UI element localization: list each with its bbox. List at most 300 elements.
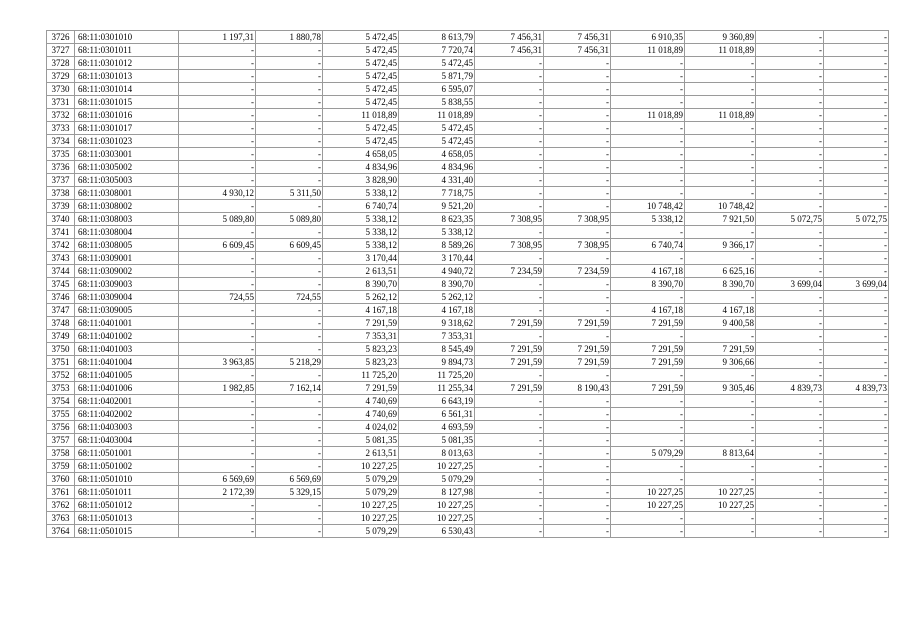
cell-val-7: - — [611, 369, 685, 382]
cell-val-9: - — [756, 226, 824, 239]
cell-val-6: - — [544, 447, 611, 460]
cell-row-id: 3735 — [47, 148, 75, 161]
cell-val-7: - — [611, 226, 685, 239]
cell-val-9: - — [756, 70, 824, 83]
cell-val-9: - — [756, 408, 824, 421]
cell-val-7: - — [611, 96, 685, 109]
cell-val-10: - — [824, 499, 889, 512]
cell-val-3: 11 018,89 — [323, 109, 399, 122]
cell-val-10: - — [824, 486, 889, 499]
cell-val-9: 3 699,04 — [756, 278, 824, 291]
cell-val-5: - — [475, 83, 544, 96]
cell-val-1: - — [179, 304, 256, 317]
table-row — [47, 83, 889, 96]
cell-val-10: - — [824, 421, 889, 434]
cell-val-9: - — [756, 486, 824, 499]
cell-val-5: 7 291,59 — [475, 343, 544, 356]
cell-val-1: 2 172,39 — [179, 486, 256, 499]
cell-val-5: - — [475, 174, 544, 187]
cell-val-5: - — [475, 434, 544, 447]
cell-val-2: - — [256, 135, 323, 148]
cell-val-6: - — [544, 70, 611, 83]
cell-row-id: 3730 — [47, 83, 75, 96]
cell-val-10: - — [824, 83, 889, 96]
cell-val-8: - — [685, 330, 756, 343]
cell-row-id: 3750 — [47, 343, 75, 356]
cell-val-7: - — [611, 525, 685, 538]
table-row — [47, 96, 889, 109]
table-row — [47, 174, 889, 187]
table-row — [47, 226, 889, 239]
table-row — [47, 395, 889, 408]
cell-val-5: - — [475, 135, 544, 148]
cell-val-3: 4 658,05 — [323, 148, 399, 161]
cell-row-id: 3740 — [47, 213, 75, 226]
table-row — [47, 525, 889, 538]
cell-val-1: - — [179, 44, 256, 57]
cell-val-5: 7 291,59 — [475, 356, 544, 369]
cell-cadastral-code: 68:11:0301017 — [75, 122, 179, 135]
cell-val-3: 5 079,29 — [323, 525, 399, 538]
cell-val-6: - — [544, 96, 611, 109]
cell-val-9: - — [756, 109, 824, 122]
cell-val-8: - — [685, 122, 756, 135]
cell-val-10: - — [824, 369, 889, 382]
cell-val-3: 7 291,59 — [323, 317, 399, 330]
cell-val-7: - — [611, 512, 685, 525]
table-row — [47, 57, 889, 70]
cell-cadastral-code: 68:11:0402002 — [75, 408, 179, 421]
cell-val-10: - — [824, 408, 889, 421]
cell-val-7: 11 018,89 — [611, 44, 685, 57]
cell-val-5: - — [475, 226, 544, 239]
cell-val-4: 4 167,18 — [399, 304, 475, 317]
cell-cadastral-code: 68:11:0501015 — [75, 525, 179, 538]
cell-val-10: - — [824, 304, 889, 317]
cell-val-1: - — [179, 200, 256, 213]
cell-val-1: - — [179, 317, 256, 330]
table-row — [47, 486, 889, 499]
table-row — [47, 161, 889, 174]
cell-val-7: - — [611, 70, 685, 83]
cell-val-2: - — [256, 395, 323, 408]
cell-val-7: 10 748,42 — [611, 200, 685, 213]
cell-cadastral-code: 68:11:0301014 — [75, 83, 179, 96]
cell-val-4: 8 613,79 — [399, 31, 475, 44]
cell-cadastral-code: 68:11:0401002 — [75, 330, 179, 343]
cell-val-9: - — [756, 200, 824, 213]
cell-val-6: - — [544, 200, 611, 213]
cell-val-4: 9 894,73 — [399, 356, 475, 369]
table-row — [47, 304, 889, 317]
cell-val-4: 4 331,40 — [399, 174, 475, 187]
cell-val-4: 9 318,62 — [399, 317, 475, 330]
cell-val-2: - — [256, 44, 323, 57]
cell-val-5: - — [475, 525, 544, 538]
cell-val-3: 3 170,44 — [323, 252, 399, 265]
cell-val-2: 6 609,45 — [256, 239, 323, 252]
cell-cadastral-code: 68:11:0402001 — [75, 395, 179, 408]
cell-val-7: - — [611, 187, 685, 200]
cell-val-5: - — [475, 187, 544, 200]
cell-row-id: 3757 — [47, 434, 75, 447]
cell-row-id: 3729 — [47, 70, 75, 83]
cell-val-6: - — [544, 460, 611, 473]
cell-row-id: 3758 — [47, 447, 75, 460]
cell-val-6: - — [544, 486, 611, 499]
cell-val-6: - — [544, 187, 611, 200]
cell-val-1: - — [179, 343, 256, 356]
cell-val-1: 6 569,69 — [179, 473, 256, 486]
cell-row-id: 3747 — [47, 304, 75, 317]
table-row — [47, 330, 889, 343]
cell-val-5: - — [475, 473, 544, 486]
table-row — [47, 187, 889, 200]
cell-row-id: 3733 — [47, 122, 75, 135]
cell-val-10: - — [824, 525, 889, 538]
cell-val-8: - — [685, 512, 756, 525]
table-row — [47, 434, 889, 447]
cell-val-5: - — [475, 161, 544, 174]
cell-val-9: - — [756, 265, 824, 278]
cell-val-7: - — [611, 421, 685, 434]
cell-val-3: 6 740,74 — [323, 200, 399, 213]
cell-val-10: 5 072,75 — [824, 213, 889, 226]
cell-val-9: - — [756, 122, 824, 135]
cell-val-6: - — [544, 408, 611, 421]
cell-val-7: - — [611, 122, 685, 135]
cell-val-4: 5 079,29 — [399, 473, 475, 486]
cell-val-5: - — [475, 96, 544, 109]
cell-val-9: - — [756, 239, 824, 252]
cell-val-1: - — [179, 525, 256, 538]
cell-val-7: 7 291,59 — [611, 343, 685, 356]
table-row — [47, 213, 889, 226]
cell-val-9: - — [756, 473, 824, 486]
cell-val-8: - — [685, 96, 756, 109]
cell-val-10: - — [824, 226, 889, 239]
cell-val-4: 6 595,07 — [399, 83, 475, 96]
cell-val-1: 1 982,85 — [179, 382, 256, 395]
cell-val-3: 5 081,35 — [323, 434, 399, 447]
cell-cadastral-code: 68:11:0308001 — [75, 187, 179, 200]
cell-val-2: 724,55 — [256, 291, 323, 304]
cell-val-2: - — [256, 200, 323, 213]
cell-val-4: 5 472,45 — [399, 122, 475, 135]
cell-val-3: 5 472,45 — [323, 135, 399, 148]
cell-val-6: - — [544, 83, 611, 96]
cell-val-4: 7 718,75 — [399, 187, 475, 200]
cell-val-6: - — [544, 395, 611, 408]
cell-val-9: - — [756, 447, 824, 460]
cell-row-id: 3727 — [47, 44, 75, 57]
cell-val-10: - — [824, 148, 889, 161]
cell-val-3: 5 338,12 — [323, 226, 399, 239]
cell-val-2: - — [256, 330, 323, 343]
cell-val-2: - — [256, 148, 323, 161]
cell-val-1: - — [179, 447, 256, 460]
cell-val-7: 8 390,70 — [611, 278, 685, 291]
cell-val-1: - — [179, 70, 256, 83]
cell-val-10: - — [824, 44, 889, 57]
cell-val-3: 5 472,45 — [323, 70, 399, 83]
cell-val-6: 7 456,31 — [544, 44, 611, 57]
cell-cadastral-code: 68:11:0308004 — [75, 226, 179, 239]
data-table — [46, 30, 889, 538]
cell-val-3: 4 740,69 — [323, 408, 399, 421]
cell-val-7: - — [611, 330, 685, 343]
cell-val-1: - — [179, 421, 256, 434]
cell-row-id: 3760 — [47, 473, 75, 486]
cell-val-8: 9 360,89 — [685, 31, 756, 44]
cell-val-5: - — [475, 148, 544, 161]
cell-val-6: - — [544, 161, 611, 174]
cell-val-9: - — [756, 343, 824, 356]
cell-val-4: 7 353,31 — [399, 330, 475, 343]
cell-val-10: - — [824, 512, 889, 525]
cell-cadastral-code: 68:11:0301013 — [75, 70, 179, 83]
cell-val-9: - — [756, 330, 824, 343]
cell-val-6: - — [544, 252, 611, 265]
cell-val-7: - — [611, 473, 685, 486]
cell-val-7: - — [611, 434, 685, 447]
cell-val-5: - — [475, 395, 544, 408]
cell-cadastral-code: 68:11:0301010 — [75, 31, 179, 44]
cell-val-7: 7 291,59 — [611, 382, 685, 395]
cell-val-2: - — [256, 265, 323, 278]
cell-val-6: - — [544, 304, 611, 317]
cell-val-6: - — [544, 226, 611, 239]
cell-val-3: 5 079,29 — [323, 473, 399, 486]
cell-val-4: 8 013,63 — [399, 447, 475, 460]
cell-val-4: 7 720,74 — [399, 44, 475, 57]
cell-row-id: 3756 — [47, 421, 75, 434]
cell-val-6: 8 190,43 — [544, 382, 611, 395]
cell-val-6: - — [544, 421, 611, 434]
cell-val-10: 4 839,73 — [824, 382, 889, 395]
table-row — [47, 408, 889, 421]
cell-val-2: - — [256, 434, 323, 447]
cell-val-2: - — [256, 278, 323, 291]
cell-row-id: 3753 — [47, 382, 75, 395]
cell-val-2: - — [256, 421, 323, 434]
cell-val-8: - — [685, 473, 756, 486]
cell-val-4: 4 940,72 — [399, 265, 475, 278]
cell-row-id: 3732 — [47, 109, 75, 122]
cell-row-id: 3754 — [47, 395, 75, 408]
cell-val-7: - — [611, 174, 685, 187]
table-row — [47, 356, 889, 369]
cell-cadastral-code: 68:11:0309001 — [75, 252, 179, 265]
cell-val-2: - — [256, 83, 323, 96]
table-row — [47, 382, 889, 395]
cell-row-id: 3759 — [47, 460, 75, 473]
table-row — [47, 343, 889, 356]
cell-val-10: - — [824, 291, 889, 304]
cell-val-7: - — [611, 57, 685, 70]
cell-val-1: - — [179, 265, 256, 278]
cell-val-3: 5 262,12 — [323, 291, 399, 304]
cell-val-9: - — [756, 83, 824, 96]
cell-val-2: - — [256, 460, 323, 473]
cell-val-3: 11 725,20 — [323, 369, 399, 382]
cell-val-2: - — [256, 447, 323, 460]
cell-val-1: - — [179, 109, 256, 122]
cell-val-6: 7 234,59 — [544, 265, 611, 278]
cell-val-8: - — [685, 70, 756, 83]
cell-cadastral-code: 68:11:0309005 — [75, 304, 179, 317]
cell-val-6: - — [544, 174, 611, 187]
cell-val-3: 5 472,45 — [323, 83, 399, 96]
table-row — [47, 31, 889, 44]
cell-cadastral-code: 68:11:0301012 — [75, 57, 179, 70]
cell-val-10: - — [824, 343, 889, 356]
cell-val-8: 6 625,16 — [685, 265, 756, 278]
cell-val-8: - — [685, 369, 756, 382]
table-row — [47, 265, 889, 278]
cell-cadastral-code: 68:11:0309004 — [75, 291, 179, 304]
cell-val-6: - — [544, 135, 611, 148]
cell-val-3: 5 472,45 — [323, 57, 399, 70]
cell-val-9: - — [756, 187, 824, 200]
cell-val-8: - — [685, 252, 756, 265]
cell-row-id: 3763 — [47, 512, 75, 525]
cell-row-id: 3739 — [47, 200, 75, 213]
cell-val-5: - — [475, 291, 544, 304]
cell-val-7: 6 740,74 — [611, 239, 685, 252]
cell-val-7: 5 338,12 — [611, 213, 685, 226]
cell-val-4: 5 262,12 — [399, 291, 475, 304]
cell-val-10: - — [824, 447, 889, 460]
cell-val-7: - — [611, 408, 685, 421]
cell-val-9: - — [756, 31, 824, 44]
cell-val-2: - — [256, 525, 323, 538]
cell-val-1: - — [179, 499, 256, 512]
cell-val-3: 5 472,45 — [323, 122, 399, 135]
cell-val-4: 8 545,49 — [399, 343, 475, 356]
cell-val-7: - — [611, 135, 685, 148]
cell-cadastral-code: 68:11:0308003 — [75, 213, 179, 226]
cell-val-5: - — [475, 499, 544, 512]
cell-row-id: 3746 — [47, 291, 75, 304]
table-row — [47, 278, 889, 291]
table-row — [47, 499, 889, 512]
cell-val-8: 10 748,42 — [685, 200, 756, 213]
cell-row-id: 3751 — [47, 356, 75, 369]
cell-val-2: 5 089,80 — [256, 213, 323, 226]
cell-val-5: - — [475, 70, 544, 83]
cell-val-9: - — [756, 499, 824, 512]
cell-val-10: - — [824, 135, 889, 148]
cell-val-3: 4 024,02 — [323, 421, 399, 434]
cell-val-5: - — [475, 486, 544, 499]
table-row — [47, 369, 889, 382]
cell-val-7: - — [611, 291, 685, 304]
cell-val-9: - — [756, 135, 824, 148]
cell-val-1: - — [179, 83, 256, 96]
cell-cadastral-code: 68:11:0501012 — [75, 499, 179, 512]
cell-row-id: 3743 — [47, 252, 75, 265]
table-row — [47, 148, 889, 161]
cell-val-5: - — [475, 447, 544, 460]
cell-val-8: 7 921,50 — [685, 213, 756, 226]
cell-val-4: 10 227,25 — [399, 499, 475, 512]
cell-val-6: - — [544, 525, 611, 538]
cell-val-2: - — [256, 96, 323, 109]
cell-val-10: 3 699,04 — [824, 278, 889, 291]
cell-val-7: - — [611, 252, 685, 265]
cell-val-10: - — [824, 434, 889, 447]
cell-val-1: 4 930,12 — [179, 187, 256, 200]
cell-val-3: 3 828,90 — [323, 174, 399, 187]
cell-val-2: - — [256, 226, 323, 239]
cell-val-3: 2 613,51 — [323, 447, 399, 460]
cell-val-4: 5 472,45 — [399, 135, 475, 148]
cell-val-2: - — [256, 343, 323, 356]
cell-val-6: - — [544, 473, 611, 486]
cell-val-2: - — [256, 122, 323, 135]
cell-row-id: 3741 — [47, 226, 75, 239]
cell-val-3: 2 613,51 — [323, 265, 399, 278]
cell-val-1: - — [179, 122, 256, 135]
cell-val-6: 7 308,95 — [544, 213, 611, 226]
cell-val-1: - — [179, 369, 256, 382]
cell-val-3: 5 823,23 — [323, 343, 399, 356]
cell-val-10: - — [824, 31, 889, 44]
cell-row-id: 3752 — [47, 369, 75, 382]
cell-val-8: 8 813,64 — [685, 447, 756, 460]
cell-val-6: - — [544, 369, 611, 382]
cell-val-9: - — [756, 317, 824, 330]
cell-cadastral-code: 68:11:0305002 — [75, 161, 179, 174]
cell-val-1: - — [179, 226, 256, 239]
cell-val-9: - — [756, 44, 824, 57]
cell-val-1: 3 963,85 — [179, 356, 256, 369]
cell-val-6: - — [544, 512, 611, 525]
cell-val-2: 6 569,69 — [256, 473, 323, 486]
cell-val-1: - — [179, 512, 256, 525]
cell-val-1: - — [179, 57, 256, 70]
cell-cadastral-code: 68:11:0301015 — [75, 96, 179, 109]
cell-val-1: - — [179, 278, 256, 291]
table-row — [47, 317, 889, 330]
cell-row-id: 3728 — [47, 57, 75, 70]
cell-val-5: - — [475, 421, 544, 434]
cell-val-4: 9 521,20 — [399, 200, 475, 213]
table-row — [47, 421, 889, 434]
table-row — [47, 291, 889, 304]
cell-val-9: - — [756, 174, 824, 187]
cell-val-8: - — [685, 525, 756, 538]
cell-val-3: 5 472,45 — [323, 44, 399, 57]
cell-val-3: 5 079,29 — [323, 486, 399, 499]
cell-val-4: 6 561,31 — [399, 408, 475, 421]
cell-val-2: 5 329,15 — [256, 486, 323, 499]
cell-val-9: - — [756, 161, 824, 174]
cell-val-8: - — [685, 57, 756, 70]
cell-val-10: - — [824, 109, 889, 122]
table-row — [47, 109, 889, 122]
cell-val-6: 7 291,59 — [544, 317, 611, 330]
cell-val-7: - — [611, 148, 685, 161]
table-body — [47, 31, 889, 538]
cell-val-3: 5 338,12 — [323, 187, 399, 200]
cell-val-7: - — [611, 161, 685, 174]
cell-val-9: - — [756, 304, 824, 317]
cell-val-8: - — [685, 135, 756, 148]
table-row — [47, 44, 889, 57]
cell-val-8: 10 227,25 — [685, 499, 756, 512]
